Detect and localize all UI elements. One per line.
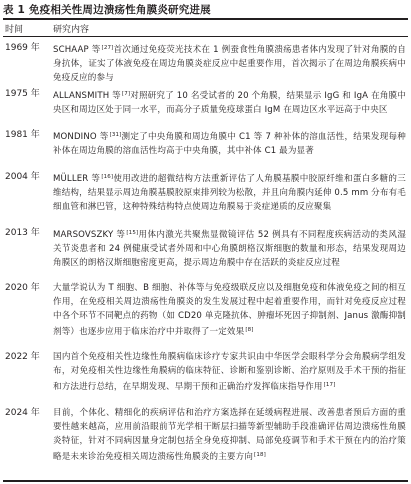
table-top-rule <box>3 18 408 20</box>
row-year: 1975 年 <box>5 89 40 99</box>
row-text-cont: 用体内激光共聚焦显微镜评估 52 例具有不同程度疾病活动的类风湿关节炎患者和 24 例健康受试者外周和中心角膜朗格汉斯细胞的数量和形态，结果发现周边角膜区的朗格汉斯细胞密度更高，提示周边角膜中存在活跃的炎症反应过程 <box>53 230 407 268</box>
citation: [27] <box>101 45 114 51</box>
row-text: ALLANSMITH 等 <box>53 91 121 101</box>
row-text: 目前，个体化、精细化的疾病评估和治疗方案选择在延缓病程进展、改善患者预后方面的重要性越来越高，应用前沿眼前节光学相干断层扫描等新型辅助手段准确评估周边溃疡性角膜炎特征，针对不同病因量身定制包括全身免疫抑制、局部免疫调节和手术干预在内的治疗策略是未来诊治免疫相关周边溃疡性角膜炎的主要方向 <box>53 408 406 462</box>
citation: [7] <box>121 91 131 97</box>
header-rule <box>3 36 408 37</box>
row-text: SCHAAP 等 <box>53 45 101 55</box>
row-year: 2004 年 <box>5 172 40 182</box>
row-content <box>53 350 406 394</box>
row-text: MARSOVSZKY 等 <box>53 230 126 240</box>
citation: [17] <box>323 382 336 388</box>
citation: [18] <box>254 452 266 458</box>
row-year: 2020 年 <box>5 283 40 293</box>
row-year: 1981 年 <box>5 130 40 140</box>
row-content <box>53 41 406 85</box>
row-content <box>53 406 406 464</box>
row-text: 大量学说认为 T 细胞、B 细胞、补体等与免疫级联反应以及细胞免疫和体液免疫之间的相互作用，在免疫相关周边溃疡性角膜炎的发生发展过程中起着重要作用，而针对免疫反应过程中各个环节不同靶点的药物（如 CD20 单克隆抗体、肿瘤坏死因子抑制剂、Janus 激酶抑制剂等）也逐步应用于临床治疗中并取得了一定效果 <box>53 283 406 337</box>
row-content <box>53 281 406 339</box>
citation: [31] <box>109 132 122 138</box>
table-bottom-rule <box>3 480 408 482</box>
column-header-content: 研究内容 <box>53 25 90 35</box>
row-content <box>53 128 406 158</box>
column-header-time: 时间 <box>5 25 24 35</box>
citation: [15] <box>126 230 139 236</box>
row-content <box>53 226 406 270</box>
row-year: 1969 年 <box>5 43 40 53</box>
table-caption: 表 1 免疫相关性周边溃疡性角膜炎研究进展 <box>3 4 211 16</box>
row-content <box>53 87 406 117</box>
row-text: MONDINO 等 <box>53 132 109 142</box>
row-text: MÜLLER 等 <box>53 174 101 184</box>
row-text: 国内首个免疫相关性边缘性角膜病临床诊疗专家共识由中华医学会眼科学分会角膜病学组发布，对免疫相关性边缘性角膜病的临床特征、诊断和鉴别诊断、治疗原则及手术干预的指征和方法进行总结，在早期发现、早期干预和正确治疗发挥临床指导作用 <box>53 352 406 392</box>
row-text-cont: 测定了中央角膜和周边角膜中 C1 等 7 种补体的溶血活性，结果发现每种补体在周边角膜的溶血活性均高于中央角膜，其中补体 C1 最为显著 <box>53 132 407 156</box>
row-year: 2013 年 <box>5 228 40 238</box>
row-year: 2024 年 <box>5 408 40 418</box>
citation: [16] <box>101 174 114 180</box>
row-content <box>53 170 406 214</box>
row-text-cont: 使用改进的超微结构方法重新评估了人角膜基膜中胶原纤维和蛋白多糖的三维结构，结果显示周边角膜基膜胶原束排列较为松散，并且向角膜内延伸 0.5 mm 分布有毛细血管和淋巴管，这种特殊结构特点使周边角膜易于炎症递质的反应聚集 <box>53 174 406 212</box>
row-text-cont: 对照研究了 10 名受试者的 20 个角膜，结果显示 IgG 和 IgA 在角膜中央区和周边区处于同一水平，而高分子质量免疫球蛋白 IgM 在周边区水平远高于中央区 <box>53 91 406 115</box>
row-year: 2022 年 <box>5 352 40 362</box>
citation: [8] <box>245 327 254 333</box>
row-text-cont: 首次通过免疫荧光技术在 1 例蚕食性角膜溃疡患者体内发现了针对角膜的自身抗体，证实了体液免疫在周边角膜炎症反应中起重要作用，首次揭示了在周边角膜疾病中免疫反应的参与 <box>53 45 406 83</box>
